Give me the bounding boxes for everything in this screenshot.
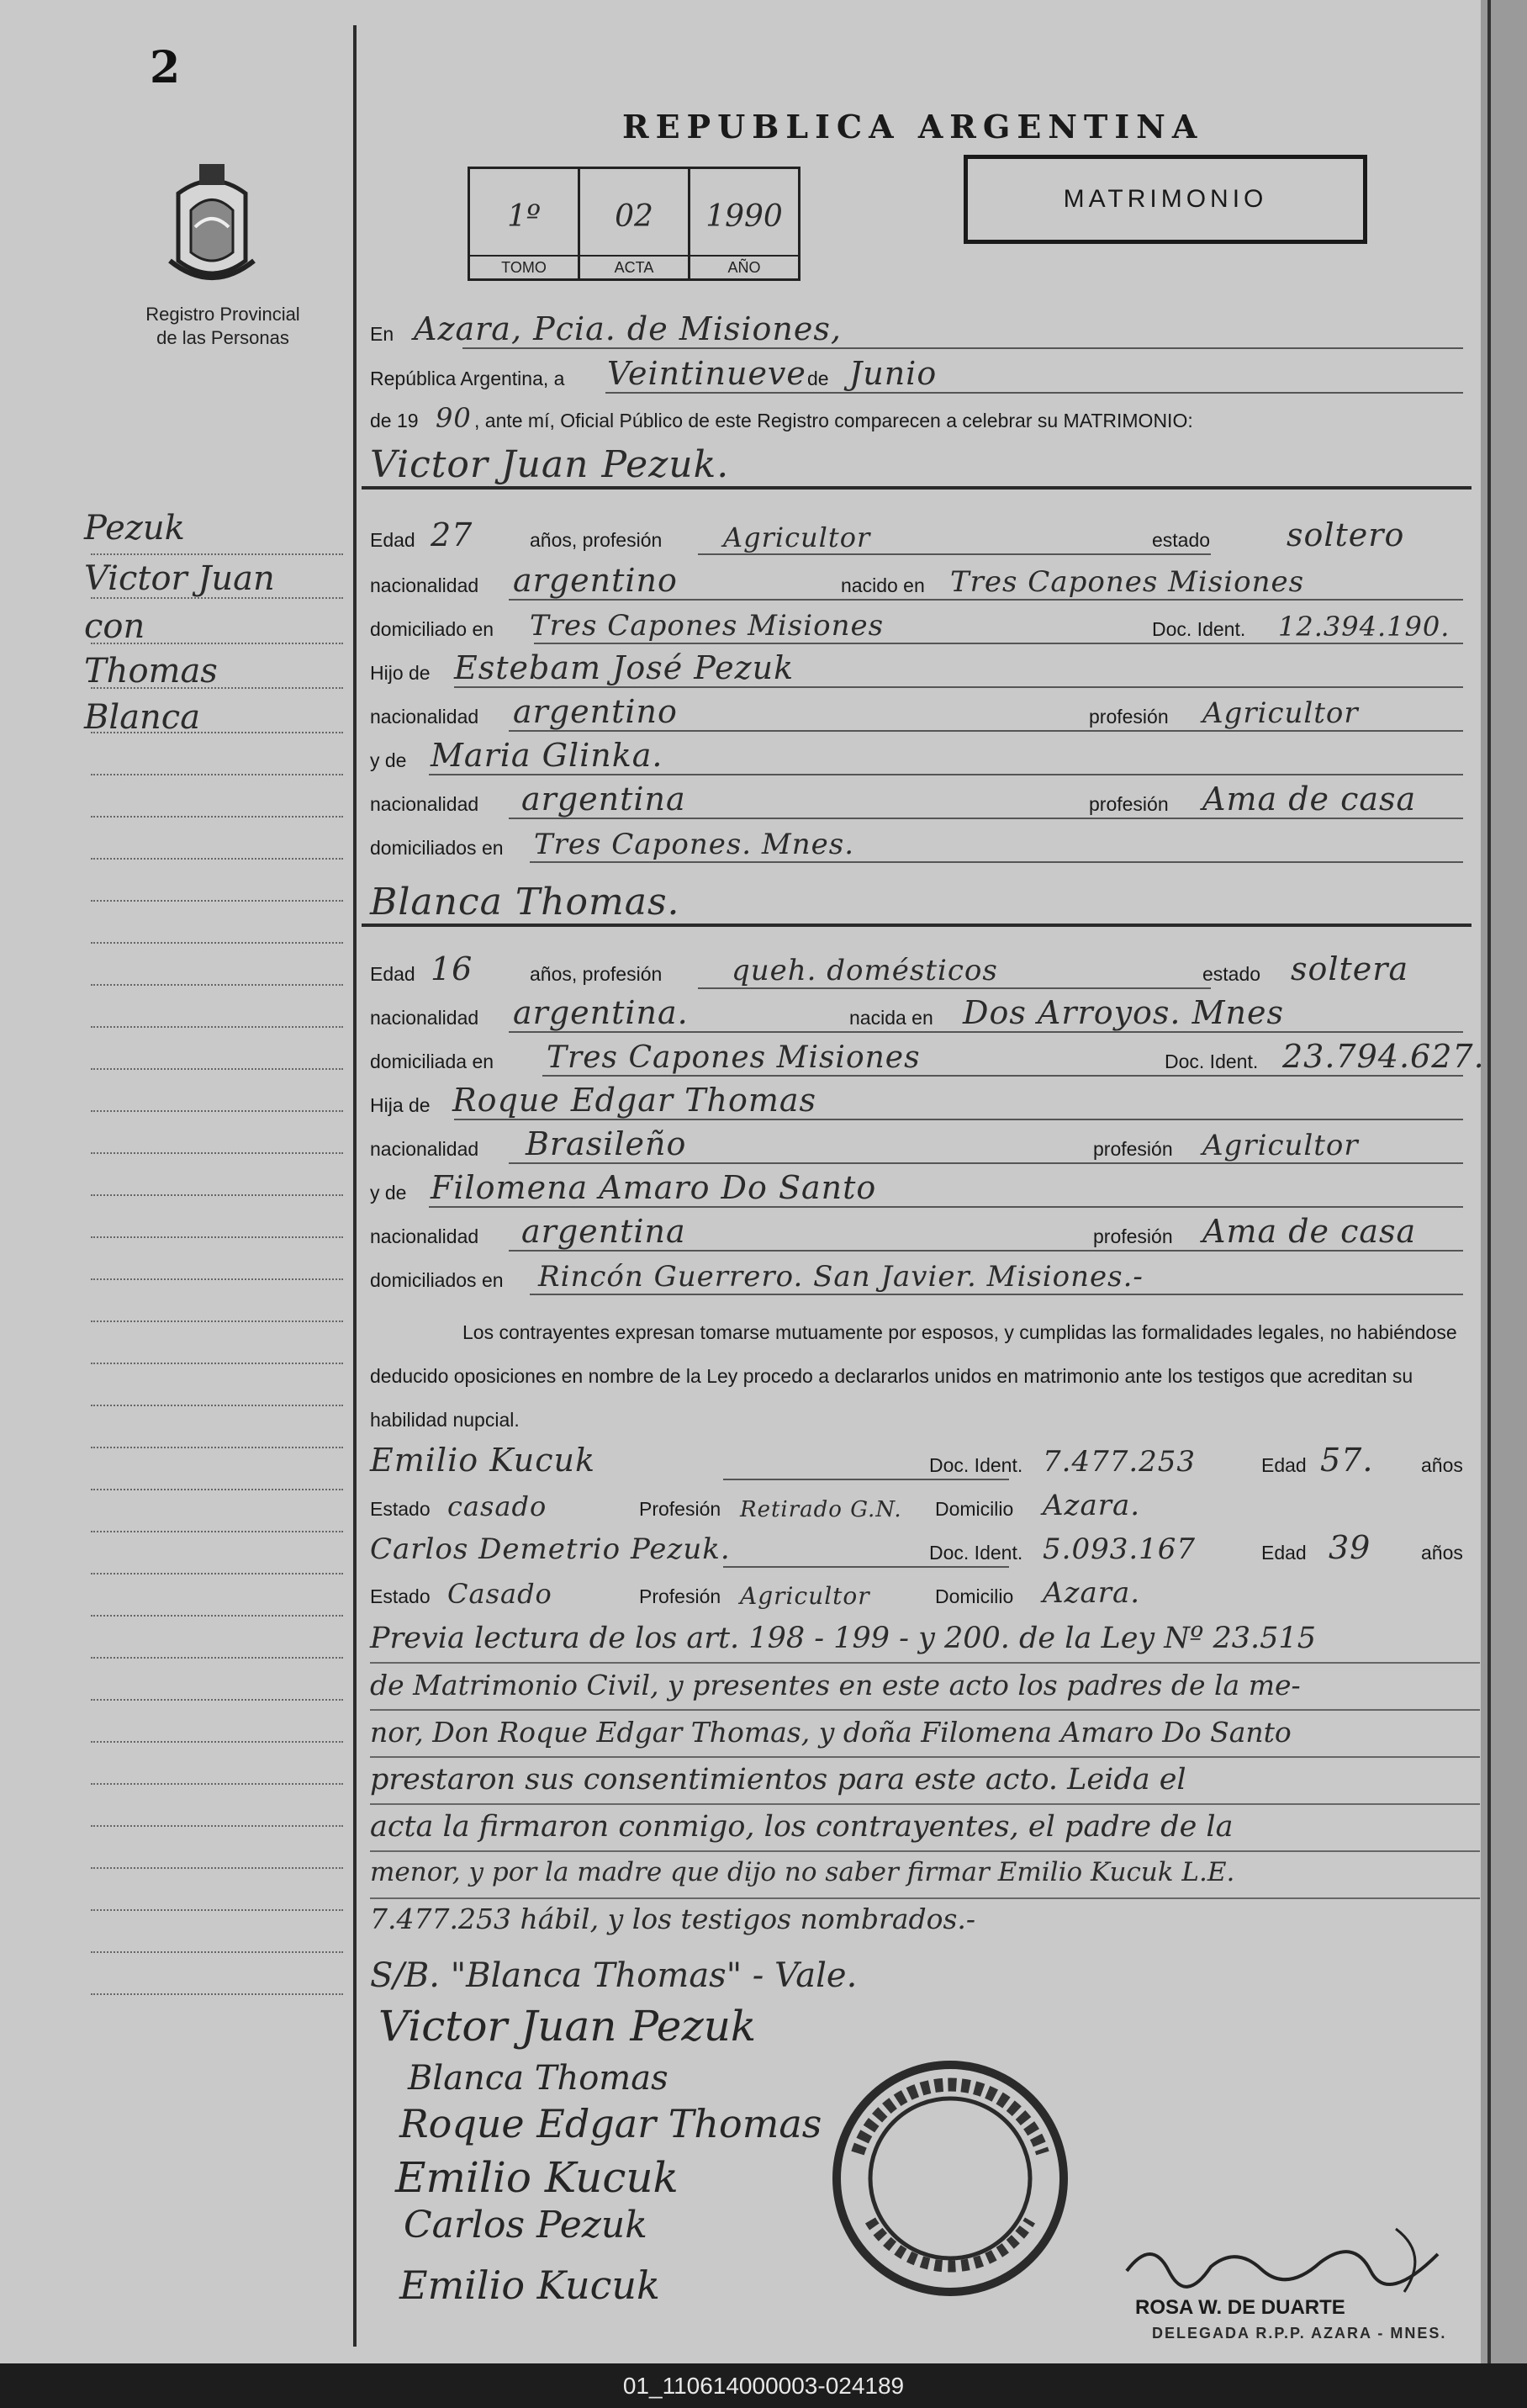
note-line: S/B. "Blanca Thomas" - Vale.	[370, 1956, 858, 1995]
margin-rule	[91, 1655, 343, 1659]
bride-nac-row	[370, 991, 1463, 1038]
intro-year-row	[370, 394, 1463, 441]
groom-father-nac: argentino	[513, 693, 678, 730]
margin-rule	[91, 1277, 343, 1280]
note-line: acta la firmaron conmigo, los contrayentes, el padre de la	[370, 1810, 1234, 1844]
estado-label: estado	[1202, 963, 1261, 985]
provincial-seal-icon	[161, 160, 262, 294]
witness-1-signature: Emilio Kucuk	[395, 2153, 679, 2202]
bride-edad-row	[370, 947, 1463, 994]
intro-place-row	[370, 307, 1463, 354]
groom-profesion: Agricultor	[723, 521, 871, 553]
margin-rule	[91, 1866, 343, 1869]
anios-label: años	[1421, 1542, 1463, 1564]
acta-value: 02	[615, 199, 653, 234]
bride-mother-row	[370, 1166, 1463, 1213]
witness-1-domicilio: Azara.	[1043, 1489, 1141, 1522]
margin-rule	[91, 1066, 343, 1070]
margin-rule	[91, 1403, 343, 1406]
witness-2-edad: 39	[1329, 1529, 1371, 1566]
note-line: prestaron sus consentimientos para este acto. Leida el	[370, 1763, 1186, 1797]
note-rule	[370, 1756, 1480, 1758]
margin-rule	[91, 1571, 343, 1574]
margin-note-line: con	[84, 607, 145, 646]
margin-note-line: Blanca	[84, 698, 201, 737]
domicilio-label: Domicilio	[935, 1498, 1014, 1520]
bride-parents-dom-row	[370, 1253, 1463, 1300]
margin-rule	[91, 730, 343, 733]
groom-name: Victor Juan Pezuk.	[370, 443, 730, 486]
margin-rule	[91, 1151, 343, 1154]
official-name: ROSA W. DE DUARTE	[1135, 2296, 1345, 2319]
nacido-label: nacido en	[841, 574, 925, 596]
margin-rule	[91, 1697, 343, 1701]
witness-1-name: Emilio Kucuk	[370, 1442, 595, 1479]
comparecen-text: , ante mí, Oficial Público de este Registro comparecen a celebrar su MATRIMONIO:	[474, 410, 1193, 431]
margin-rule	[91, 1613, 343, 1617]
margin-rule	[91, 1109, 343, 1112]
margin-note-line: Pezuk	[84, 509, 185, 548]
margin-rule	[91, 595, 343, 599]
domiciliados-label: domiciliados en	[370, 1269, 504, 1291]
margin-note-line: Thomas	[84, 652, 218, 691]
margin-rule	[91, 1908, 343, 1911]
witness-2-estado: Casado	[447, 1578, 552, 1610]
bride-edad: 16	[431, 950, 473, 987]
note-line: de Matrimonio Civil, y presentes en este acto los padres de la me-	[370, 1669, 1301, 1701]
nacionalidad-label: nacionalidad	[370, 1007, 479, 1029]
nacionalidad-label: nacionalidad	[370, 1138, 479, 1160]
margin-rule	[91, 898, 343, 902]
margin-rule	[91, 1950, 343, 1953]
groom-father-row	[370, 646, 1463, 693]
record-type-box: MATRIMONIO	[964, 155, 1367, 244]
registry-stamp-icon	[824, 2052, 1076, 2305]
domicilio-label: Domicilio	[935, 1585, 1014, 1607]
bride-father-nac-row	[370, 1122, 1463, 1169]
bride-father-row	[370, 1078, 1463, 1125]
margin-rule	[91, 982, 343, 986]
domicilio-label: domiciliada en	[370, 1051, 494, 1072]
bride-mother: Filomena Amaro Do Santo	[431, 1169, 877, 1206]
page-right-edge	[1481, 0, 1527, 2363]
bride-father-prof: Agricultor	[1202, 1129, 1359, 1162]
bride-parents-dom: Rincón Guerrero. San Javier. Misiones.-	[538, 1260, 1144, 1294]
groom-mother: Maria Glinka.	[431, 737, 663, 774]
groom-edad: 27	[431, 516, 473, 553]
profesion-label: años, profesión	[530, 963, 663, 985]
witness-1-estado: casado	[447, 1490, 547, 1522]
groom-nac-row	[370, 558, 1463, 606]
declaration-paragraph	[370, 1310, 1472, 1442]
intro-date-row	[370, 352, 1463, 399]
bride-nacida: Dos Arroyos. Mnes	[963, 994, 1284, 1031]
section-rule	[362, 924, 1472, 927]
profesion-label: Profesión	[639, 1585, 721, 1607]
margin-rule	[91, 1781, 343, 1785]
section-rule	[362, 486, 1472, 490]
groom-father: Estebam José Pezuk	[454, 649, 795, 686]
yde-label: y de	[370, 749, 407, 771]
anio-cell	[690, 169, 798, 278]
groom-estado: soltero	[1287, 516, 1405, 553]
margin-rule	[91, 772, 343, 775]
margin-rule	[91, 685, 343, 689]
margin-rule	[91, 641, 343, 644]
note-rule	[370, 1803, 1480, 1805]
margin-rule	[91, 1024, 343, 1028]
day-value: Veintinueve	[607, 355, 806, 392]
declaration-text: Los contrayentes expresan tomarse mutuamente por esposos, y cumplidas las formalidades legales, no habiéndose deducido oposiciones en nombre de la Ley procedo a declararlos unidos en matrimonio ante los testigos que acreditan su habilidad nupcial.	[370, 1321, 1457, 1431]
yde-label: y de	[370, 1182, 407, 1204]
registry-line-2: de las Personas	[156, 327, 289, 348]
margin-rule	[91, 814, 343, 818]
mother-proxy-signature: Emilio Kucuk	[399, 2262, 660, 2308]
registry-line-1: Registro Provincial	[145, 304, 300, 325]
edad-label: Edad	[370, 529, 415, 551]
edad-label: Edad	[370, 963, 415, 985]
witness-2-signature: Carlos Pezuk	[404, 2204, 647, 2247]
groom-nacido: Tres Capones Misiones	[950, 565, 1305, 599]
estado-label: Estado	[370, 1585, 431, 1607]
anio-label: AÑO	[690, 255, 798, 278]
republica-label: República Argentina, a	[370, 368, 565, 389]
margin-rule	[91, 940, 343, 944]
groom-parents-dom: Tres Capones. Mnes.	[534, 828, 854, 861]
witness-1-profesion: Retirado G.N.	[740, 1497, 902, 1522]
margin-rule	[91, 1487, 343, 1490]
margin-rule	[91, 552, 343, 555]
groom-doc: 12.394.190.	[1278, 611, 1450, 643]
profesion-label: Profesión	[639, 1498, 721, 1520]
margin-note-line: Victor Juan	[84, 559, 275, 598]
nacionalidad-label: nacionalidad	[370, 1225, 479, 1247]
margin-divider	[353, 25, 357, 2347]
note-line: menor, y por la madre que dijo no saber firmar Emilio Kucuk L.E.	[370, 1857, 1235, 1887]
nacionalidad-label: nacionalidad	[370, 706, 479, 728]
witness-1-row	[370, 1438, 1463, 1485]
anios-label: años	[1421, 1454, 1463, 1476]
tomo-cell	[470, 169, 580, 278]
witness-2-profesion: Agricultor	[740, 1582, 870, 1610]
domicilio-label: domiciliado en	[370, 618, 494, 640]
profesion-label: profesión	[1093, 1138, 1173, 1160]
margin-rule	[91, 1193, 343, 1196]
margin-rule	[91, 1529, 343, 1532]
margin-rule	[91, 1992, 343, 1995]
note-line: Previa lectura de los art. 198 - 199 - y 200. de la Ley Nº 23.515	[370, 1622, 1316, 1655]
profesion-label: profesión	[1089, 793, 1169, 815]
bride-mother-nac: argentina	[521, 1213, 686, 1250]
margin-rule	[91, 1823, 343, 1827]
tomo-value: 1º	[507, 199, 541, 234]
groom-mother-nac-row	[370, 777, 1463, 824]
edad-label: Edad	[1261, 1454, 1307, 1476]
witness-2-row	[370, 1526, 1463, 1573]
nacida-label: nacida en	[849, 1007, 933, 1029]
note-line: nor, Don Roque Edgar Thomas, y doña Filomena Amaro Do Santo	[370, 1716, 1292, 1749]
witness-1-doc: 7.477.253	[1043, 1445, 1197, 1479]
official-title: DELEGADA R.P.P. AZARA - MNES.	[1152, 2325, 1447, 2342]
margin-rule	[91, 1235, 343, 1238]
bride-nacionalidad: argentina.	[513, 994, 689, 1031]
acta-label: ACTA	[580, 255, 688, 278]
de-label: de	[807, 368, 829, 389]
groom-mother-row	[370, 733, 1463, 781]
bride-doc: 23.794.627.	[1282, 1038, 1485, 1075]
bride-name: Blanca Thomas.	[370, 881, 680, 924]
groom-signature: Victor Juan Pezuk	[378, 2002, 757, 2051]
anio-value: 1990	[705, 199, 783, 234]
nacionalidad-label: nacionalidad	[370, 793, 479, 815]
bride-signature: Blanca Thomas	[408, 2059, 668, 2098]
domiciliados-label: domiciliados en	[370, 837, 504, 859]
groom-mother-prof: Ama de casa	[1202, 781, 1417, 818]
bride-father-nac: Brasileño	[526, 1125, 687, 1162]
bride-profesion: queh. domésticos	[732, 954, 998, 987]
margin-rule	[91, 856, 343, 860]
groom-parents-dom-row	[370, 821, 1463, 868]
note-line: 7.477.253 hábil, y los testigos nombrados.-	[370, 1903, 976, 1935]
margin-rule	[91, 1319, 343, 1322]
margin-rule	[91, 1361, 343, 1364]
groom-father-prof: Agricultor	[1202, 696, 1359, 730]
bride-mother-prof: Ama de casa	[1202, 1213, 1417, 1250]
margin-rule	[91, 1739, 343, 1743]
scan-reference-footer: 01_110614000003-024189	[0, 2363, 1527, 2408]
profesion-label: años, profesión	[530, 529, 663, 551]
doc-label: Doc. Ident.	[929, 1542, 1023, 1564]
witness-1-detail-row	[370, 1482, 1463, 1529]
acta-cell	[580, 169, 690, 278]
hijo-label: Hijo de	[370, 662, 431, 684]
groom-domicilio: Tres Capones Misiones	[530, 609, 885, 643]
bride-estado: soltera	[1291, 950, 1409, 987]
year-value: 90	[436, 402, 472, 434]
bride-father: Roque Edgar Thomas	[452, 1082, 817, 1119]
groom-dom-row	[370, 602, 1463, 649]
estado-label: estado	[1152, 529, 1211, 551]
doc-label: Doc. Ident.	[929, 1454, 1023, 1476]
groom-father-nac-row	[370, 690, 1463, 737]
bride-domicilio: Tres Capones Misiones	[547, 1040, 921, 1075]
official-signature-icon	[1118, 2220, 1455, 2296]
margin-rule	[91, 1445, 343, 1448]
de-year-label: de 19	[370, 410, 419, 431]
country-heading: REPUBLICA ARGENTINA	[622, 108, 1204, 146]
nacionalidad-label: nacionalidad	[370, 574, 479, 596]
en-label: En	[370, 323, 394, 345]
page-number: 2	[150, 42, 181, 93]
hija-label: Hija de	[370, 1094, 431, 1116]
bride-dom-row	[370, 1035, 1485, 1082]
groom-edad-row	[370, 513, 1463, 560]
witness-1-edad: 57.	[1320, 1442, 1374, 1479]
registry-label	[109, 303, 336, 350]
bride-mother-nac-row	[370, 1209, 1463, 1257]
note-rule	[370, 1850, 1480, 1852]
note-rule	[370, 1709, 1480, 1711]
note-rule	[370, 1897, 1480, 1899]
note-rule	[370, 1662, 1480, 1664]
edad-label: Edad	[1261, 1542, 1307, 1564]
tomo-label: TOMO	[470, 255, 578, 278]
father-signature: Roque Edgar Thomas	[399, 2101, 822, 2146]
record-number-table	[468, 167, 800, 281]
doc-label: Doc. Ident.	[1165, 1051, 1259, 1072]
witness-2-detail-row	[370, 1569, 1463, 1617]
groom-mother-nac: argentina	[521, 781, 686, 818]
profesion-label: profesión	[1089, 706, 1169, 728]
place-value: Azara, Pcia. de Misiones,	[414, 310, 842, 347]
profesion-label: profesión	[1093, 1225, 1173, 1247]
month-value: Junio	[849, 355, 938, 392]
witness-2-domicilio: Azara.	[1043, 1576, 1141, 1610]
witness-2-name: Carlos Demetrio Pezuk.	[370, 1532, 731, 1566]
estado-label: Estado	[370, 1498, 431, 1520]
groom-nacionalidad: argentino	[513, 562, 678, 599]
doc-label: Doc. Ident.	[1152, 618, 1246, 640]
witness-2-doc: 5.093.167	[1043, 1532, 1197, 1566]
